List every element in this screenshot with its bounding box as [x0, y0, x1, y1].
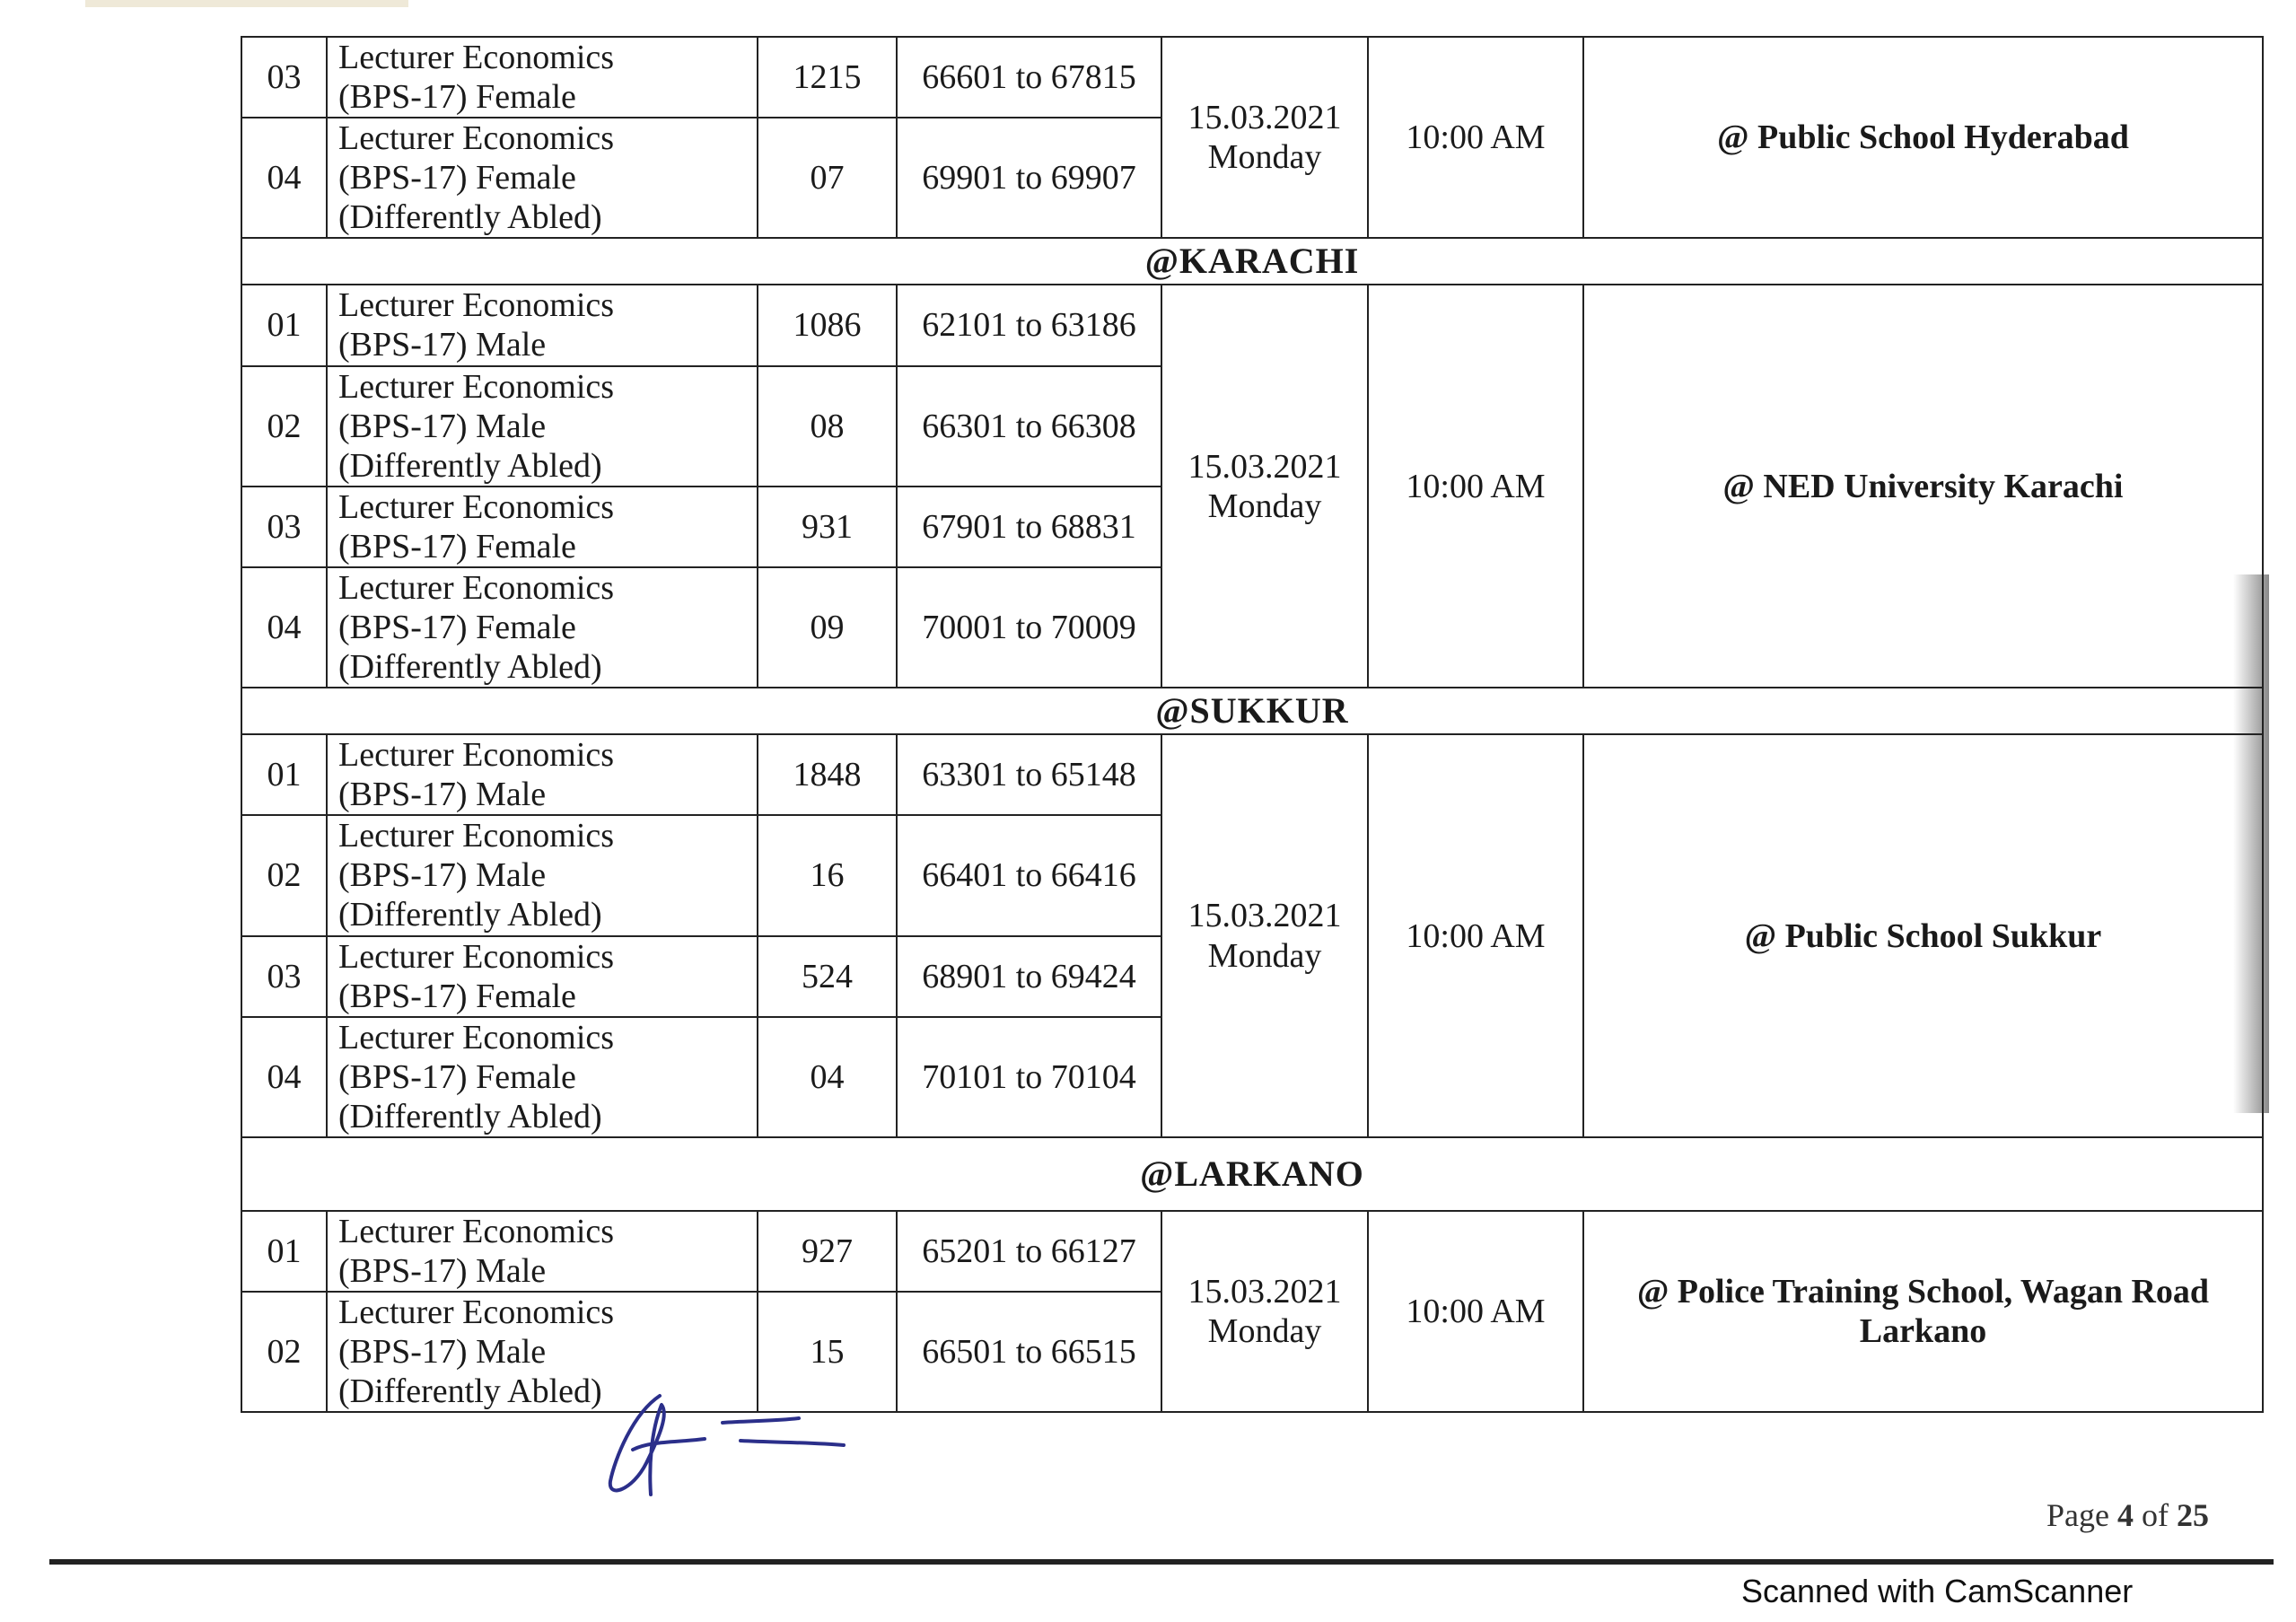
- post-name-line: (BPS-17) Male: [338, 407, 547, 445]
- post-name-cell: [327, 734, 758, 815]
- candidate-count-cell: 04: [758, 1017, 897, 1137]
- venue-line: @ NED University Karachi: [1722, 467, 2124, 505]
- city-heading: @SUKKUR: [241, 688, 2263, 734]
- post-name-line: Lecturer Economics: [338, 736, 615, 775]
- test-date-cell: [1161, 1211, 1368, 1412]
- roll-number-range-cell: 70101 to 70104: [897, 1017, 1161, 1137]
- candidate-count-cell: 1848: [758, 734, 897, 815]
- roll-number-range-cell: 66301 to 66308: [897, 366, 1161, 487]
- serial-number-cell: 03: [241, 487, 327, 567]
- roll-number-range-cell: 62101 to 63186: [897, 285, 1161, 365]
- venue-cell: [1583, 37, 2263, 238]
- post-name-line: (Differently Abled): [338, 1097, 602, 1135]
- roll-number-range-cell: 67901 to 68831: [897, 487, 1161, 567]
- post-name-line: Lecturer Economics: [338, 817, 615, 855]
- scanner-watermark: Scanned with CamScanner: [1741, 1573, 2134, 1609]
- city-heading-row: [241, 688, 2263, 734]
- city-heading-row: [241, 238, 2263, 285]
- post-name-cell: [327, 936, 758, 1017]
- signature: [597, 1378, 848, 1512]
- post-name-line: Lecturer Economics: [338, 1018, 615, 1056]
- test-day: Monday: [1207, 138, 1322, 177]
- post-name-line: Lecturer Economics: [338, 937, 615, 976]
- table-row: [241, 285, 2263, 365]
- city-heading-row: [241, 1137, 2263, 1211]
- test-time-cell: 10:00 AM: [1368, 285, 1583, 688]
- post-name-cell: [327, 815, 758, 935]
- serial-number-cell: 04: [241, 567, 327, 688]
- post-name-line: (BPS-17) Male: [338, 1252, 547, 1291]
- bottom-rule: [49, 1559, 2274, 1565]
- post-name-line: (BPS-17) Male: [338, 326, 547, 364]
- post-name-line: (Differently Abled): [338, 446, 602, 485]
- test-date-cell: [1161, 37, 1368, 238]
- post-name-line: (BPS-17) Female: [338, 78, 576, 117]
- serial-number-cell: 02: [241, 1292, 327, 1412]
- post-name-cell: [327, 118, 758, 238]
- post-name-line: Lecturer Economics: [338, 568, 615, 607]
- roll-number-range-cell: 65201 to 66127: [897, 1211, 1161, 1292]
- roll-number-range-cell: 69901 to 69907: [897, 118, 1161, 238]
- roll-number-range-cell: 63301 to 65148: [897, 734, 1161, 815]
- post-name-cell: [327, 567, 758, 688]
- test-time-cell: 10:00 AM: [1368, 37, 1583, 238]
- post-name-line: (BPS-17) Male: [338, 776, 547, 814]
- post-name-line: (Differently Abled): [338, 198, 602, 237]
- test-date-cell: [1161, 734, 1368, 1137]
- serial-number-cell: 04: [241, 118, 327, 238]
- venue-line: @ Police Training School, Wagan Road: [1636, 1273, 2210, 1311]
- roll-number-range-cell: 68901 to 69424: [897, 936, 1161, 1017]
- post-name-line: Lecturer Economics: [338, 286, 615, 325]
- candidate-count-cell: 09: [758, 567, 897, 688]
- schedule-body: [241, 37, 2263, 1412]
- city-heading: @LARKANO: [241, 1137, 2263, 1211]
- candidate-count-cell: 927: [758, 1211, 897, 1292]
- post-name-cell: [327, 1211, 758, 1292]
- serial-number-cell: 02: [241, 366, 327, 487]
- venue-cell: [1583, 734, 2263, 1137]
- test-date: 15.03.2021: [1187, 99, 1342, 137]
- serial-number-cell: 01: [241, 285, 327, 365]
- post-name-cell: [327, 285, 758, 365]
- serial-number-cell: 01: [241, 1211, 327, 1292]
- post-name-cell: [327, 487, 758, 567]
- post-name-line: (BPS-17) Female: [338, 159, 576, 197]
- post-name-line: Lecturer Economics: [338, 1212, 615, 1250]
- post-name-cell: [327, 37, 758, 118]
- test-day: Monday: [1207, 487, 1322, 525]
- venue-cell: [1583, 1211, 2263, 1412]
- post-name-cell: [327, 366, 758, 487]
- venue-line: Larkano: [1859, 1312, 1987, 1351]
- candidate-count-cell: 15: [758, 1292, 897, 1412]
- candidate-count-cell: 524: [758, 936, 897, 1017]
- candidate-count-cell: 1086: [758, 285, 897, 365]
- candidate-count-cell: 08: [758, 366, 897, 487]
- serial-number-cell: 04: [241, 1017, 327, 1137]
- test-date-cell: [1161, 285, 1368, 688]
- serial-number-cell: 01: [241, 734, 327, 815]
- candidate-count-cell: 1215: [758, 37, 897, 118]
- post-name-line: (BPS-17) Female: [338, 977, 576, 1015]
- serial-number-cell: 02: [241, 815, 327, 935]
- table-row: [241, 734, 2263, 815]
- post-name-line: (Differently Abled): [338, 648, 602, 687]
- test-date: 15.03.2021: [1187, 897, 1342, 935]
- serial-number-cell: 03: [241, 37, 327, 118]
- post-name-line: (Differently Abled): [338, 896, 602, 934]
- post-name-line: (BPS-17) Male: [338, 856, 547, 895]
- table-row: [241, 37, 2263, 118]
- table-row: [241, 1211, 2263, 1292]
- post-name-line: (BPS-17) Female: [338, 609, 576, 647]
- serial-number-cell: 03: [241, 936, 327, 1017]
- test-date: 15.03.2021: [1187, 1273, 1342, 1311]
- candidate-count-cell: 07: [758, 118, 897, 238]
- roll-number-range-cell: 70001 to 70009: [897, 567, 1161, 688]
- post-name-line: Lecturer Economics: [338, 1293, 615, 1332]
- test-time-cell: 10:00 AM: [1368, 1211, 1583, 1412]
- page-number: Page 4 of 25: [2046, 1497, 2209, 1533]
- test-day: Monday: [1207, 1312, 1322, 1351]
- paper-edge-tint: [85, 0, 408, 7]
- post-name-line: Lecturer Economics: [338, 367, 615, 406]
- roll-number-range-cell: 66501 to 66515: [897, 1292, 1161, 1412]
- post-name-line: Lecturer Economics: [338, 39, 615, 76]
- post-name-line: (BPS-17) Male: [338, 1333, 547, 1372]
- venue-line: @ Public School Sukkur: [1744, 916, 2102, 955]
- roll-number-range-cell: 66401 to 66416: [897, 815, 1161, 935]
- venue-line: @ Public School Hyderabad: [1717, 118, 2129, 157]
- post-name-line: Lecturer Economics: [338, 487, 615, 526]
- post-name-line: (Differently Abled): [338, 1372, 602, 1411]
- roll-number-range-cell: 66601 to 67815: [897, 37, 1161, 118]
- post-name-cell: [327, 1017, 758, 1137]
- post-name-line: Lecturer Economics: [338, 119, 615, 158]
- post-name-line: (BPS-17) Female: [338, 1057, 576, 1096]
- test-day: Monday: [1207, 936, 1322, 975]
- venue-cell: [1583, 285, 2263, 688]
- exam-schedule-table: [241, 36, 2264, 1413]
- post-name-line: (BPS-17) Female: [338, 527, 576, 566]
- candidate-count-cell: 16: [758, 815, 897, 935]
- city-heading: @KARACHI: [241, 238, 2263, 285]
- test-time-cell: 10:00 AM: [1368, 734, 1583, 1137]
- test-date: 15.03.2021: [1187, 447, 1342, 486]
- candidate-count-cell: 931: [758, 487, 897, 567]
